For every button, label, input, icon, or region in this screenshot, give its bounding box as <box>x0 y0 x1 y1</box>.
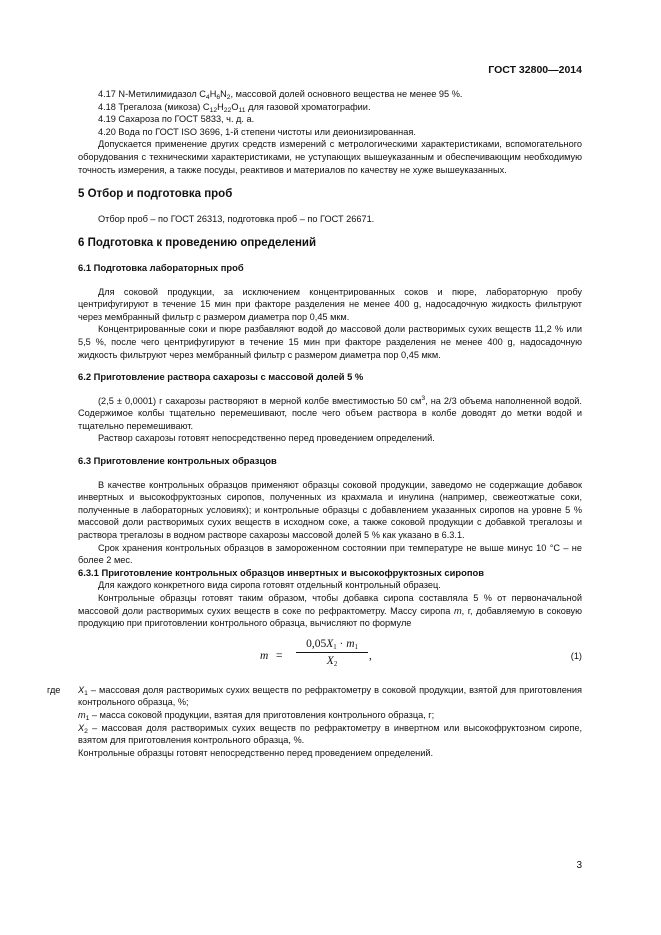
formula-number: (1) <box>570 650 582 661</box>
page-number: 3 <box>576 860 582 871</box>
legend-x1: $X_1$ – массовая доля растворимых сухих веществ по рефрактометру в соковой продукции, взятой для приготовления контрольного образца, %; <box>78 684 582 708</box>
final-paragraph: Контрольные образцы готовят непосредственно перед проведением определений. <box>78 747 434 758</box>
section-6-title: 6 Подготовка к проведению определений <box>78 237 317 250</box>
section-6-3-1-title: 6.3.1 Приготовление контрольных образцов инвертных и высокофруктозных сиропов <box>78 566 484 578</box>
formula-denominator: $X_2$ <box>326 655 338 669</box>
legend-label: где <box>47 684 61 695</box>
item-4-19: 4.19 Сахароза по ГОСТ 5833, ч. д. а. <box>98 114 255 125</box>
formula-equals: = <box>276 649 283 662</box>
paragraph-allowed-equipment: Допускается применение других средств измерений с метрологическими характеристиками, вспомогательного оборудования с техническими характеристиками, не уступающих вышеуказанным и обеспечивающим необходимую точность измерения, а также посуды, реактивов и материалов по качеству не хуже вышеуказанных. <box>78 139 582 175</box>
section-6-3-1-paragraph-1: Для каждого конкретного вида сиропа готовят отдельный контрольный образец. <box>98 580 441 591</box>
formula-numerator: $0,05X_1 \cdot m_1$ <box>296 638 368 654</box>
section-6-2-paragraph-1: (2,5 ± 0,0001) г сахарозы растворяют в мерной колбе вместимостью 50 $см^3$, на 2/3 объема наполненной водой. Содержимое колбы тщательно перемешивают, после чего объем раствора в колбе доводят до метки водой и тщательно перемешивают. <box>78 394 582 431</box>
item-4-17: 4.17 N-Метилимидазол $С_4Н_6N_2$, массовой долей основного вещества не менее 95 %. <box>98 89 463 101</box>
legend-m1: $m_1$ – масса соковой продукции, взятая для приготовления контрольного образца, г; <box>78 709 435 722</box>
section-6-3-paragraph-1: В качестве контрольных образцов применяют образцы соковой продукции, заведомо не содержащие добавок инвертных и высокофруктозных сиропов, полученных из крахмала и инулина (например, свежеотжатые соки, полученные в лабораторных условиях); и контрольные образцы с добавлением указанных сиропов на уровне 5 % массовой доли растворимых сухих веществ в исходном соке, а также соковой продукции с добавкой трегалозы и раствора трегалозы в водном растворе сахарозы массовой долей 5 % как указано в 6.3.1. <box>78 479 582 541</box>
section-6-1-paragraph-1: Для соковой продукции, за исключением концентрированных соков и пюре, лабораторную пробу центрифугируют в течение 15 мин при факторе разделения не менее 400 g, надосадочную жидкость фильтруют через мембранный фильтр с размером диаметра пор 0,45 мкм. <box>78 286 582 322</box>
section-5-title: 5 Отбор и подготовка проб <box>78 188 233 201</box>
formula-lhs: m <box>260 649 269 662</box>
document-header: ГОСТ 32800—2014 <box>488 64 582 76</box>
section-6-3-title: 6.3 Приготовление контрольных образцов <box>78 455 277 467</box>
item-4-18: 4.18 Трегалоза (микоза) $С_{12}Н_{22}О_{11}$ для газовой хроматографии. <box>98 101 371 114</box>
section-5-text: Отбор проб – по ГОСТ 26313, подготовка проб – по ГОСТ 26671. <box>98 213 375 224</box>
item-4-20: 4.20 Вода по ГОСТ ISO 3696, 1-й степени чистоты или деионизированная. <box>98 126 416 137</box>
section-6-2-paragraph-2: Раствор сахарозы готовят непосредственно перед проведением определений. <box>98 433 435 444</box>
legend-x2: $X_2$ – массовая доля растворимых сухих веществ по рефрактометру в инвертном или высокофруктозном сиропе, взятом для приготовления контрольного образца, %. <box>78 722 582 746</box>
formula-1 <box>78 638 582 678</box>
section-6-3-1-paragraph-2: Контрольные образцы готовят таким образом, чтобы добавка сиропа составляла 5 % от первоначальной массовой доли растворимых сухих веществ в соке по рефрактометру. Массу сиропа m, г, добавляемую в соковую продукцию при приготовлении контрольного образца, вычисляют по формуле <box>78 593 583 629</box>
formula-fraction <box>296 638 368 668</box>
page-content <box>47 88 583 759</box>
formula-comma: , <box>369 649 372 662</box>
section-6-1-paragraph-2: Концентрированные соки и пюре разбавляют водой до массовой доли растворимых сухих веществ 11,2 % или 5,5 %, после чего центрифугируют в течение 15 мин при факторе разделения не менее 400 g, надосадочную жидкость фильтруют через мембранный фильтр с размером диаметра пор 0,45 мкм. <box>78 324 582 360</box>
section-6-1-title: 6.1 Подготовка лабораторных проб <box>78 261 244 273</box>
section-6-3-paragraph-2: Срок хранения контрольных образцов в замороженном состоянии при температуре не выше минус 10 °С – не более 2 мес. <box>78 542 582 566</box>
section-6-2-title: 6.2 Приготовление раствора сахарозы с массовой долей 5 % <box>78 371 364 383</box>
formula-legend <box>47 684 582 747</box>
